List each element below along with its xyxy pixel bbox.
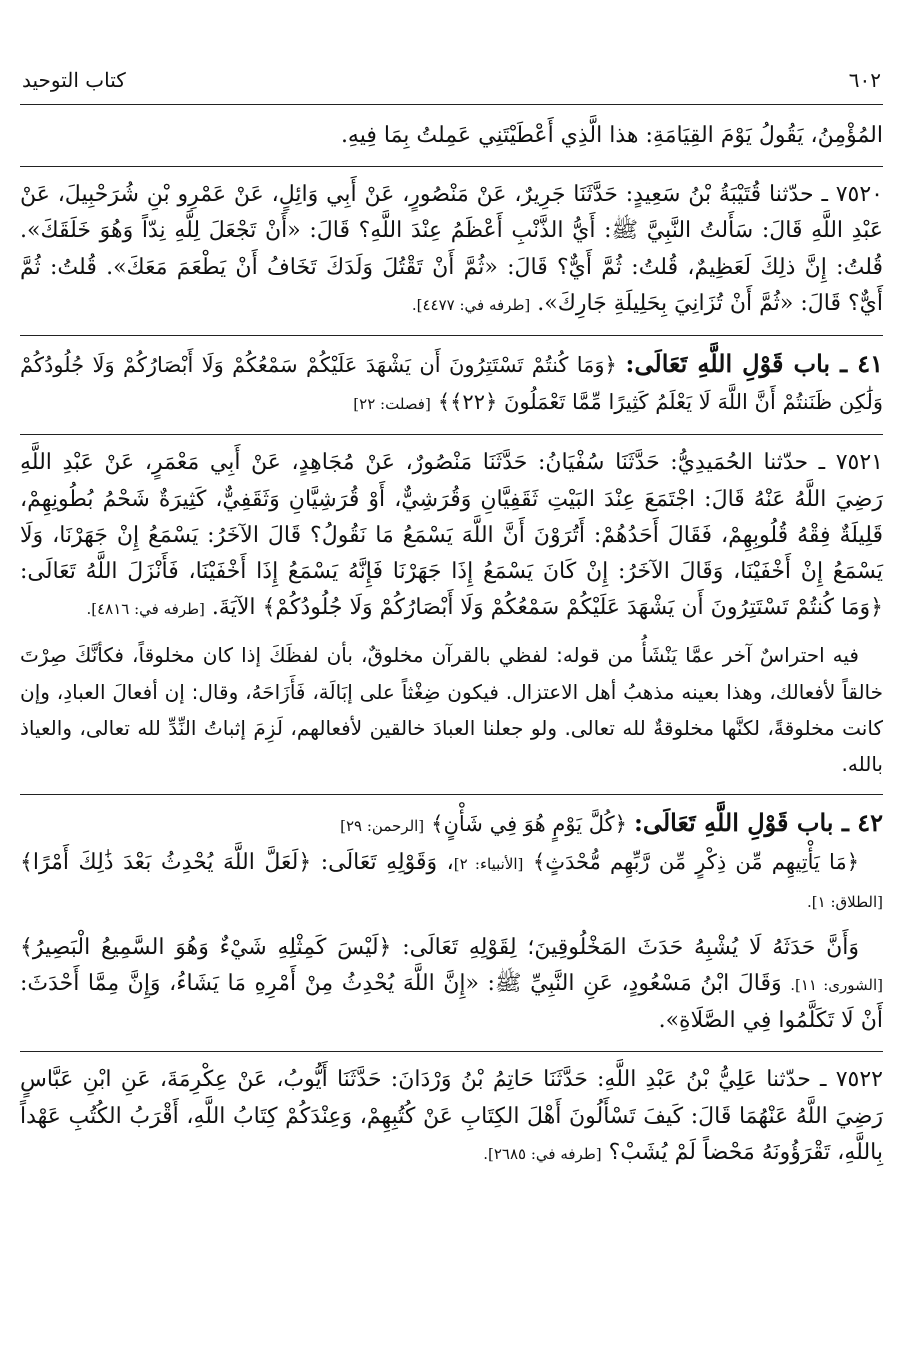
chapter-text: ، وَقَوْلِهِ تَعَالَى: ﴿لَعَلَّ اللَّهَ يُحْدِثُ بَعْدَ ذَٰلِكَ أَمْرًا﴾ xyxy=(20,850,454,876)
hadith-7522 xyxy=(20,1062,883,1172)
chapter-42-text-1 xyxy=(20,844,883,919)
chapter-title: ٤١ ـ باب قَوْلِ اللَّهِ تَعَالَى: xyxy=(625,349,883,379)
book-title: كتاب التوحيد xyxy=(22,68,126,92)
chapter-title: ٤٢ ـ باب قَوْلِ اللَّهِ تَعَالَى: xyxy=(633,808,883,838)
hadith-separator xyxy=(20,166,883,167)
verse-reference: [الشورى: ١١]. xyxy=(790,976,884,995)
hadith-separator xyxy=(20,434,883,435)
chapter-text: وَقَالَ ابْنُ مَسْعُودٍ، عَنِ النَّبِيِّ ﷺ: «إِنَّ اللَّهَ يُحْدِثُ مِنْ أَمْرِهِ مَا يَشَاءُ، وَإِنَّ مِمَّا أَحْدَثَ: أَنْ لَا تَكَلَّمُوا فِي الصَّلَاةِ». xyxy=(20,971,883,1034)
hadith-7520 xyxy=(20,177,883,323)
chapter-42-heading xyxy=(20,805,883,844)
hadith-text: ٧٥٢٢ ـ حدّثنا عَلِيُّ بْنُ عَبْدِ اللَّهِ: حَدَّثَنَا حَاتِمُ بْنُ وَرْدَانَ: حَدَّثَنَا أَيُّوبُ، عَنْ عِكْرِمَةَ، عَنِ ابْنِ عَبَّاسٍ رَضِيَ اللَّهُ عَنْهُمَا قَالَ: كَيفَ تَسْأَلُونَ أَهْلَ الكِتَابِ عَنْ كُتُبِهِمْ، وَعِنْدَكُمْ كِتَابُ اللَّهِ، أَقْرَبُ الكُتُبِ عَهْداً بِاللَّهِ، تَقْرَؤُونَهُ مَحْضاً لَمْ يُشَبْ؟ xyxy=(20,1067,883,1165)
hadith-7521 xyxy=(20,445,883,627)
hadith-text: ٧٥٢٠ ـ حدّثنا قُتَيْبَةُ بْنُ سَعِيدٍ: حَدَّثَنَا جَرِيرٌ، عَنْ مَنْصُورٍ، عَنْ أَبِي وَائِلٍ، عَنْ عَمْرِو بْنِ شُرَحْبِيلَ، عَنْ عَبْدِ اللَّهِ قَالَ: سَأَلتُ النَّبِيَّ ﷺ: أَيُّ الذَّنْبِ أَعْظَمُ عِنْدَ اللَّهِ؟ قَالَ: «أَنْ تَجْعَلَ لِلَّهِ نِدّاً وَهُوَ خَلَقَكَ». قُلتُ: إِنَّ ذلِكَ لَعَظِيمٌ، قُلتُ: ثُمَّ أَيٌّ؟ قَالَ: «ثُمَّ أَنْ تَقْتُلَ وَلَدَكَ تَخَافُ أَنْ يَطْعَمَ مَعَكَ». قُلتُ: ثُمَّ أَيٌّ؟ قَالَ: «ثُمَّ أَنْ تُزَانِيَ بِحَلِيلَةِ جَارِكَ». xyxy=(20,182,883,316)
paragraph-continuation xyxy=(20,118,883,154)
commentary-paragraph xyxy=(20,637,883,782)
quran-verse: ﴿كُلَّ يَوْمٍ هُوَ فِي شَأْنٍ﴾ xyxy=(431,812,627,837)
chapter-42-text-2 xyxy=(20,930,883,1040)
commentary-text: فيه احتراسٌ آخر عمَّا يَنْشَأُ من قوله: لفظي بالقرآن مخلوقٌ، بأن لفظَكَ إذا كان مخلوقاً، فكأنَّكَ صِرْتَ خالقاً لأفعالك، وهذا بعينه مذهبُ أهل الاعتزال. فيكون ضِغْثاً على إبَالَة، فَأَزَاحَهُ، وقال: إن أفعالَ العبادِ، وإن كانت مخلوقةً، لكنَّها مخلوقةٌ لله تعالى. ولو جعلنا العبادَ خالقين لأفعالهم، لَزِمَ إثباتُ النِّدِّ لله تعالى، والعياذ بالله. xyxy=(20,643,883,777)
verse-reference: [فصلت: ٢٢] xyxy=(353,395,431,414)
chapter-text: وَأَنَّ حَدَثَهُ لَا يُشْبِهُ حَدَثَ المَخْلُوقِينَ؛ لِقَوْلِهِ تَعَالَى: ﴿لَيْسَ كَمِثْلِهِ شَيْءٌ وَهُوَ السَّمِيعُ الْبَصِيرُ﴾ xyxy=(20,934,859,960)
chapter-41-heading xyxy=(20,346,883,422)
hadith-separator xyxy=(20,1051,883,1052)
quran-verse: ﴿مَا يَأْتِيهِم مِّن ذِكْرٍ مِّن رَّبِّهِم مُّحْدَثٍ﴾ xyxy=(532,850,860,875)
verse-reference: [الرحمن: ٢٩] xyxy=(340,817,425,836)
page-body xyxy=(20,118,883,1172)
verse-reference: [الأنبياء: ٢] xyxy=(453,855,524,874)
hadith-text: ٧٥٢١ ـ حدّثنا الحُمَيدِيُّ: حَدَّثَنَا سُفْيَانُ: حَدَّثَنَا مَنْصُورٌ، عَنْ مُجَاهِدٍ، عَنْ أَبِي مَعْمَرٍ، عَنْ عَبْدِ اللَّهِ رَضِيَ اللَّهُ عَنْهُ قَالَ: اجْتَمَعَ عِنْدَ البَيْتِ ثَقَفِيَّانِ وَقُرَشِيٌّ، أَوْ قُرَشِيَّانِ وَثَقَفِيٌّ، كَثِيرَةٌ شَحْمُ بُطُونِهِمْ، قَلِيلَةٌ فِقْهُ قُلُوبِهِمْ، فَقَالَ أَحَدُهُمْ: أَتُرَوْنَ أَنَّ اللَّهَ يَسْمَعُ مَا نَقُولُ؟ قَالَ الآخَرُ: يَسْمَعُ إِنْ جَهَرْنَا، وَلَا يَسْمَعُ إِنْ أَخْفَيْنَا، وَقَالَ الآخَرُ: إِنْ كَانَ يَسْمَعُ إِذَا جَهَرْنَا فَإِنَّهُ يَسْمَعُ إِذَا أَخْفَيْنَا، فَأَنْزَلَ اللَّهُ تَعَالَى: ﴿وَمَا كُنتُمْ تَسْتَتِرُونَ أَن يَشْهَدَ عَلَيْكُمْ سَمْعُكُمْ وَلَا أَبْصَارُكُمْ وَلَا جُلُودُكُمْ﴾ الآيَةَ. xyxy=(20,450,883,621)
page-number: ٦٠٢ xyxy=(848,68,881,92)
hadith-cross-reference: [طرفه في: ٤٨١٦]. xyxy=(86,600,205,619)
page-header xyxy=(20,58,883,105)
verse-reference: [الطلاق: ١]. xyxy=(807,892,883,911)
quran-verse: ﴿وَمَا كُنتُمْ تَسْتَتِرُونَ أَن يَشْهَدَ عَلَيْكُمْ سَمْعُكُمْ وَلَا أَبْصَارُكُمْ وَلَا جُلُودُكُمْ وَلَٰكِن ظَنَنتُمْ أَنَّ اللَّهَ لَا يَعْلَمُ كَثِيرًا مِّمَّا تَعْمَلُونَ ﴿٢٢﴾﴾ xyxy=(20,353,883,415)
hadith-cross-reference: [طرفه في: ٢٦٨٥]. xyxy=(483,1144,602,1163)
chapter-separator xyxy=(20,794,883,795)
hadith-cross-reference: [طرفه في: ٤٤٧٧]. xyxy=(411,295,531,314)
paragraph-text: المُؤْمِنُ، يَقُولُ يَوْمَ القِيَامَةِ: هذا الَّذِي أَعْطَيْتَنِي عَمِلتُ بِمَا فِيهِ. xyxy=(340,123,883,148)
chapter-separator xyxy=(20,335,883,336)
